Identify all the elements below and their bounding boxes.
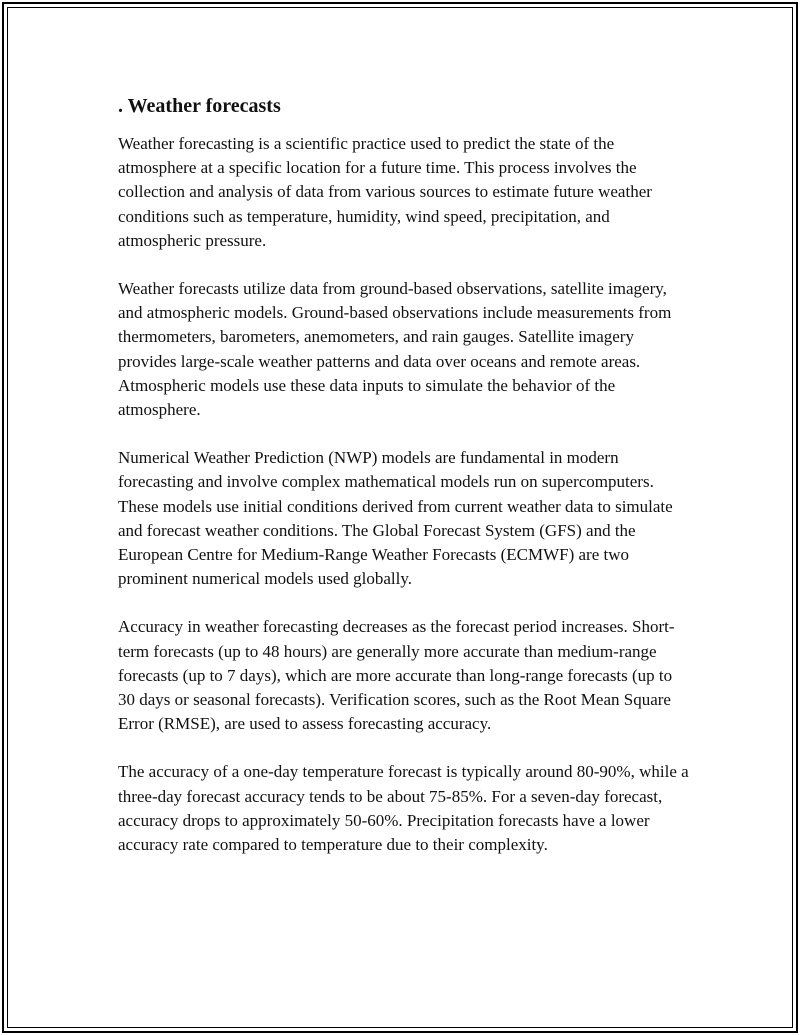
paragraph-data-sources: Weather forecasts utilize data from ground-based observations, satellite imagery, and atmospheric models. Ground-based observations include measurements from thermometers, barometers, anemometers, and rain gauges. Satellite imagery provides large-scale weather patterns and data over oceans and remote areas. Atmospheric models use these data inputs to simulate the behavior of the atmosphere. [118,279,672,420]
paragraph-intro: Weather forecasting is a scientific practice used to predict the state of the atmosphere at a specific location for a future time. This process involves the collection and analysis of data from various sources to estimate future weather conditions such as temperature, humidity, wind speed, precipitation, and atmospheric pressure. [118,134,652,250]
paragraph-accuracy: Accuracy in weather forecasting decreases as the forecast period increases. Short-term forecasts (up to 48 hours) are generally more accurate than medium-range forecasts (up to 7 days), which are more accurate than long-range forecasts (up to 30 days or seasonal forecasts). Verification scores, such as the Root Mean Square Error (RMSE), are used to assess forecasting accuracy. [118,617,675,734]
section-title: . Weather forecasts [118,95,281,117]
paragraph-nwp-models: Numerical Weather Prediction (NWP) models are fundamental in modern forecasting and involve complex mathematical models run on supercomputers. These models use initial conditions derived from current weather data to simulate and forecast weather conditions. The Global Forecast System (GFS) and the European Centre for Medium-Range Weather Forecasts (ECMWF) are two prominent numerical models used globally. [118,448,673,589]
paragraph-accuracy-rates: The accuracy of a one-day temperature forecast is typically around 80-90%, while a three-day forecast accuracy tends to be about 75-85%. For a seven-day forecast, accuracy drops to approximately 50-60%. Precipitation forecasts have a lower accuracy rate compared to temperature due to their complexity. [118,762,689,855]
document-body [118,93,690,881]
